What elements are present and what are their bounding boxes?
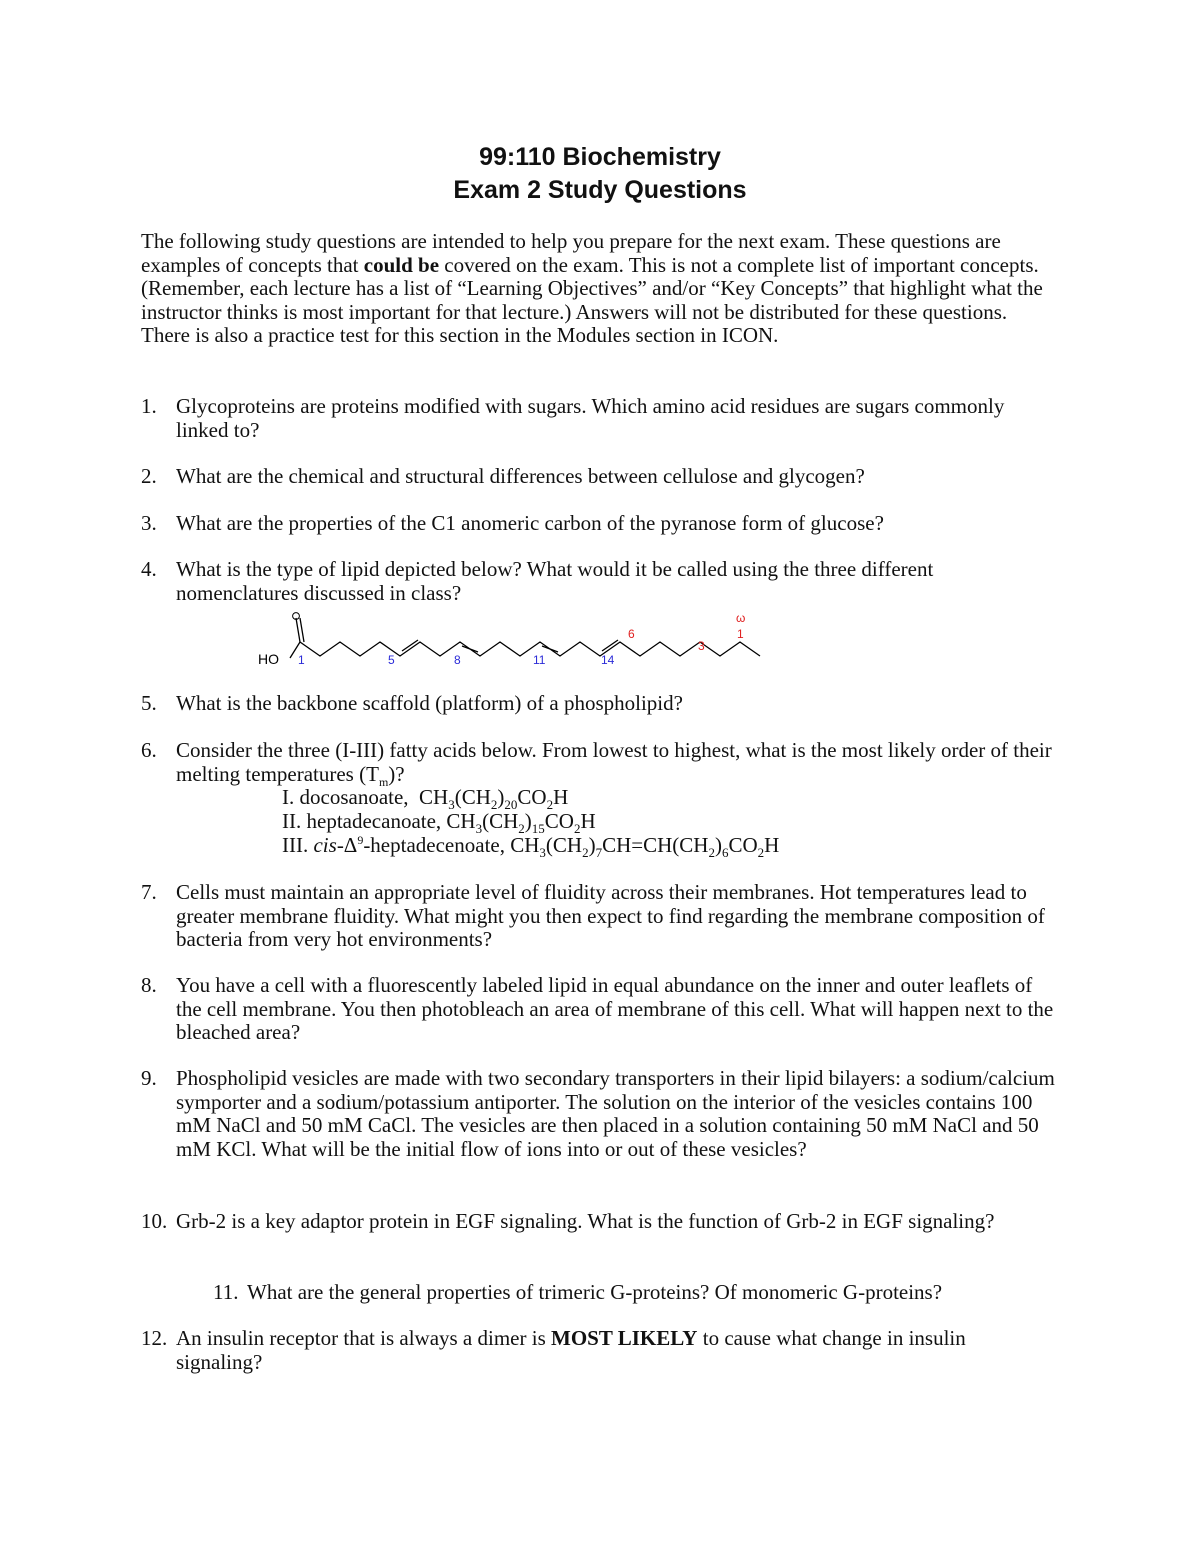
question-number: 4. [141, 557, 157, 581]
question-11 [141, 1281, 1056, 1305]
intro-text-2: covered on the exam. This is not a complete list of important concepts. (Remember, each lecture has a list of “Learning Objectives” and/or “Key Concepts” that highlight what the instructor thinks is most important for that lecture.) Answers will not be distributed for these questions. There is also a practice test for this section in the Modules section in ICON. [141, 252, 1043, 347]
question-text: Grb-2 is a key adaptor protein in EGF signaling. What is the function of Grb-2 in EGF signaling? [176, 1209, 995, 1233]
question-12 [141, 1327, 1056, 1374]
fatty-acid-structure-diagram [250, 610, 770, 678]
question-3 [141, 512, 1056, 536]
question-number: 10. [141, 1209, 168, 1233]
omega-symbol: ω [736, 611, 746, 625]
course-title: 99:110 Biochemistry [479, 143, 721, 171]
carbon-chain [290, 618, 760, 658]
question-1 [141, 395, 1056, 442]
question-6 [141, 738, 1056, 789]
delta-label-5: 5 [388, 653, 395, 667]
question-text: Consider the three (I-III) fatty acids below. From lowest to highest, what is the most likely order of their melting temperatures $(T_m)$? [176, 738, 1052, 789]
document-title: Exam 2 Study Questions [453, 176, 747, 204]
question-10 [141, 1210, 1056, 1234]
question-text: An insulin receptor that is always a dimer is MOST LIKELY to cause what change in insulin signaling? [176, 1326, 966, 1374]
fatty-acid-i: I. docosanoate, $CH_3(CH_2)_{20}CO_2H$ [282, 785, 569, 813]
question-text: What are the properties of the C1 anomeric carbon of the pyranose form of glucose? [176, 511, 884, 535]
intro-paragraph [141, 230, 1056, 348]
question-4 [141, 558, 1056, 605]
question-number: 8. [141, 973, 157, 997]
fatty-acid-iii: III. cis-$\Delta^9$-heptadecenoate, $CH_3(CH_2)_7CH=CH(CH_2)_6CO_2H$ [282, 833, 780, 861]
question-text: Cells must maintain an appropriate level of fluidity across their membranes. Hot temperatures lead to greater membrane fluidity. What might you then expect to find regarding the membrane composition of bacteria from very hot environments? [176, 880, 1045, 951]
omega-label-6: 6 [628, 627, 635, 641]
delta-numbering [298, 653, 615, 667]
intro-text-1: The following study questions are intended to help you prepare for the next exam. These questions are examples of concepts that [141, 229, 1001, 277]
question-7 [141, 881, 1056, 952]
question-2 [141, 465, 1056, 489]
ho-label: HO [258, 651, 279, 667]
question-text: Phospholipid vesicles are made with two secondary transporters in their lipid bilayers: a sodium/calcium symporter and a sodium/potassium antiporter. The solution on the interior of the vesicles contains 100 mM NaCl and 50 mM CaCl. The vesicles are then placed in a solution containing 50 mM NaCl and 50 mM KCl. What will be the initial flow of ions into or out of these vesicles? [176, 1066, 1055, 1161]
delta-label-1: 1 [298, 653, 305, 667]
question-number: 3. [141, 511, 157, 535]
question-text: You have a cell with a fluorescently labeled lipid in equal abundance on the inner and outer leaflets of the cell membrane. You then photobleach an area of membrane of this cell. What will happen next to the bleached area? [176, 973, 1054, 1044]
question-number: 9. [141, 1066, 157, 1090]
question-number: 7. [141, 880, 157, 904]
question-number: 12. [141, 1326, 168, 1350]
fatty-acid-ii: II. heptadecanoate, $CH_3(CH_2)_{15}CO_2H$ [282, 809, 596, 837]
question-number: 6. [141, 738, 157, 762]
intro-emphasis: could be [363, 252, 440, 277]
omega-numbering [628, 611, 745, 653]
question-8 [141, 974, 1056, 1045]
question-text: What are the general properties of trimeric G-proteins? Of monomeric G-proteins? [247, 1280, 943, 1304]
question-9 [141, 1067, 1056, 1161]
delta-label-8: 8 [454, 653, 461, 667]
delta-label-11: 11 [533, 653, 546, 667]
question-number: 2. [141, 464, 157, 488]
question-5 [141, 692, 1056, 716]
omega-label-3: 3 [698, 639, 705, 653]
question-text: What are the chemical and structural differences between cellulose and glycogen? [176, 464, 865, 488]
question-text: What is the type of lipid depicted below? What would it be called using the three different nomenclatures discussed in class? [176, 557, 934, 605]
question-number: 1. [141, 394, 157, 418]
question-text: Glycoproteins are proteins modified with sugars. Which amino acid residues are sugars commonly linked to? [176, 394, 1005, 442]
omega-label-1: 1 [737, 627, 744, 641]
question-number: 11. [213, 1280, 239, 1304]
question-text: What is the backbone scaffold (platform) of a phospholipid? [176, 691, 683, 715]
question-number: 5. [141, 691, 157, 715]
delta-label-14: 14 [601, 653, 615, 667]
